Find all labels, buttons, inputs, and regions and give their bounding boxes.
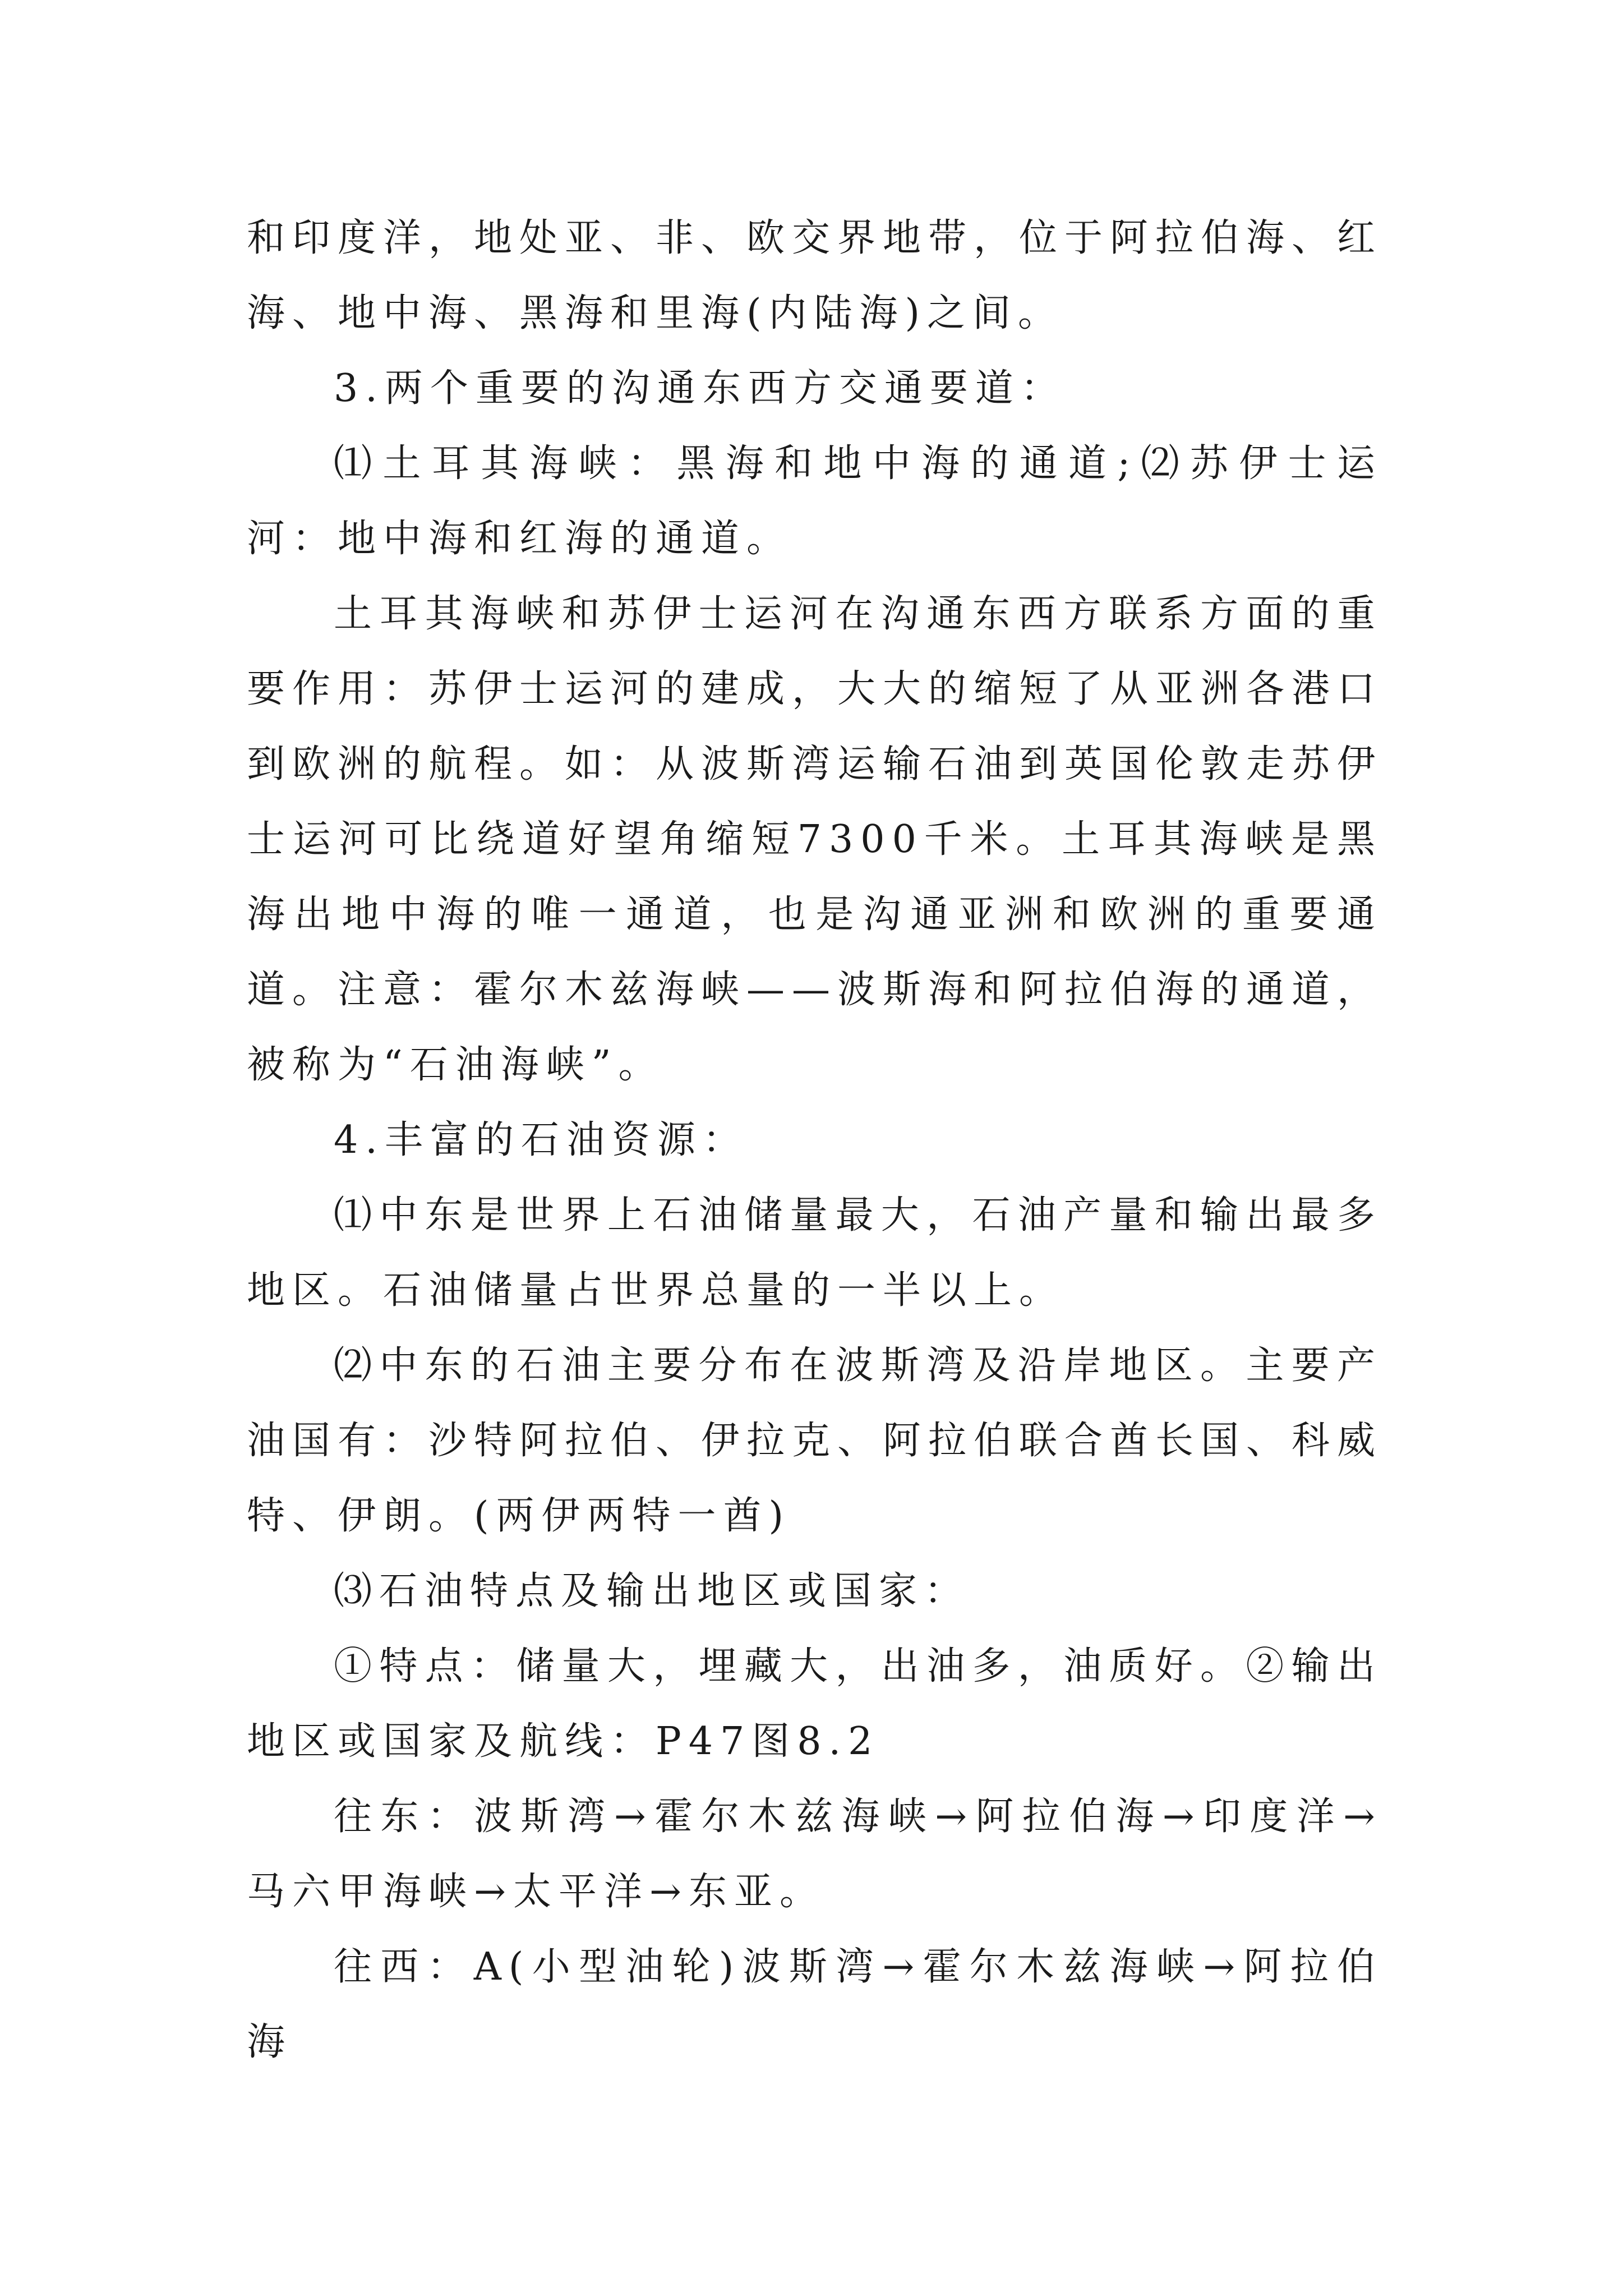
paragraph-straits: ⑴土耳其海峡：黑海和地中海的通道;⑵苏伊士运河：地中海和红海的通道。	[247, 441, 1382, 561]
body-text	[247, 201, 1382, 2080]
paragraph-oil-reserves: ⑴中东是世界上石油储量最大，石油产量和输出最多地区。石油储量占世界总量的一半以上。	[247, 1193, 1382, 1313]
paragraph-route-west: 往西：A(小型油轮)波斯湾→霍尔木兹海峡→阿拉伯海	[247, 1945, 1382, 2064]
paragraph-intro-continuation: 和印度洋，地处亚、非、欧交界地带，位于阿拉伯海、红海、地中海、黑海和里海(内陆海)之间。	[247, 216, 1383, 335]
paragraph-oil-features: ①特点：储量大，埋藏大，出油多，油质好。②输出地区或国家及航线：P47图8.2	[247, 1644, 1382, 1764]
paragraph-heading-4: 4.丰富的石油资源：	[334, 1118, 748, 1162]
paragraph-importance: 土耳其海峡和苏伊士运河在沟通东西方联系方面的重要作用：苏伊士运河的建成，大大的缩短了从亚洲各港口到欧洲的航程。如：从波斯湾运输石油到英国伦敦走苏伊士运河可比绕道好望角缩短7300千米。土耳其海峡是黑海出地中海的唯一通道，也是沟通亚洲和欧洲的重要通道。注意：霍尔木兹海峡——波斯海和阿拉伯海的通道，被称为“石油海峡”。	[247, 592, 1383, 1087]
paragraph-oil-distribution: ⑵中东的石油主要分布在波斯湾及沿岸地区。主要产油国有：沙特阿拉伯、伊拉克、阿拉伯联合酋长国、科威特、伊朗。(两伊两特一酋)	[247, 1343, 1383, 1538]
paragraph-oil-features-heading: ⑶石油特点及输出地区或国家：	[334, 1569, 970, 1613]
paragraph-heading-3: 3.两个重要的沟通东西方交通要道：	[334, 366, 1066, 411]
paragraph-route-east: 往东：波斯湾→霍尔木兹海峡→阿拉伯海→印度洋→马六甲海峡→太平洋→东亚。	[247, 1795, 1382, 1914]
